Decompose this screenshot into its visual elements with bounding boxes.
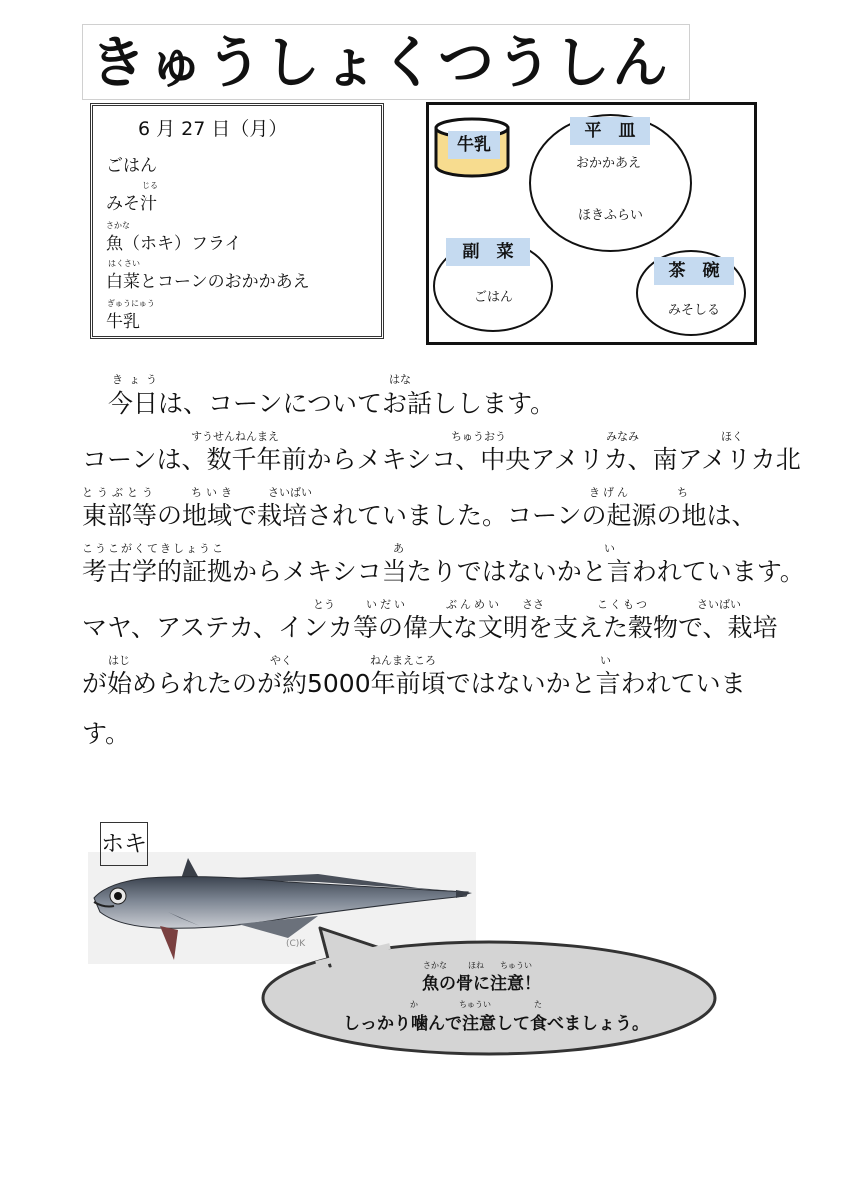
- ruby-yaku: やく: [270, 654, 292, 667]
- ruby-susennenmae: すうせんねんまえ: [191, 430, 279, 443]
- bubble-ruby-hone: ほね: [468, 961, 484, 970]
- fish-watermark: (C)K: [286, 939, 306, 949]
- ruby-a: あ: [393, 542, 404, 555]
- ruby-saibai-1: さいばい: [268, 486, 312, 499]
- ruby-haji: はじ: [108, 654, 130, 667]
- ruby-chuuou: ちゅうおう: [451, 430, 506, 443]
- ruby-chiiki: ちいき: [191, 486, 236, 499]
- menu-ruby-milk: ぎゅうにゅう: [107, 299, 155, 308]
- hoki-label: ホキ: [100, 822, 148, 866]
- menu-ruby-fish: さかな: [106, 221, 130, 230]
- ruby-kokumotsu: こくもつ: [597, 598, 649, 611]
- menu-date: 6 月 27 日（月）: [138, 118, 288, 140]
- ruby-toubutou: とうぶとう: [82, 486, 157, 499]
- menu-ruby-soup: じる: [142, 181, 158, 190]
- bubble-ruby-sakana: さかな: [423, 961, 447, 970]
- milk-label: 牛乳: [448, 131, 500, 159]
- bubble-warning-line-2: しっかり噛んで注意して食べましょう。: [343, 1014, 649, 1034]
- article-line-7: す。: [82, 719, 131, 748]
- ruby-idai: いだい: [366, 598, 408, 611]
- ruby-i-1: い: [604, 542, 615, 555]
- article-line-3: 東部等の地域で栽培されていました。コーンの起源の地は、: [82, 501, 757, 530]
- article-line-2: コーンは、数千年前からメキシコ、中央アメリカ、南アメリカ北: [82, 445, 801, 474]
- ruby-hoku: ほく: [721, 430, 743, 443]
- article-line-4: 考古学的証拠からメキシコ当たりではないかと言われています。: [82, 557, 805, 586]
- main-plate-item-hoki: ほきふらい: [578, 208, 644, 223]
- ruby-nenmaekoro: ねんまえころ: [370, 654, 436, 667]
- bubble-warning-line-1: 魚の骨に注意！: [422, 974, 541, 994]
- page-title: きゅうしょくつうしん: [90, 31, 670, 96]
- article-line-6: が始められたのが約5000年前頃ではないかと言われていま: [82, 669, 746, 698]
- ruby-hana: はな: [389, 373, 411, 386]
- ruby-saibai-2: さいばい: [697, 598, 741, 611]
- ruby-kigen: きげん: [589, 486, 631, 499]
- bubble-ruby-ka: か: [410, 1000, 418, 1009]
- bowl-label: 茶 碗: [654, 257, 734, 285]
- ruby-koukogaku: こうこがくてきしょうこ: [82, 542, 225, 555]
- bowl-item: みそしる: [668, 303, 721, 318]
- ruby-kyou: きょう: [112, 373, 163, 386]
- bubble-ruby-chuui-2: ちゅうい: [459, 1000, 491, 1009]
- menu-item-hoki-fry: 魚（ホキ）フライ: [106, 234, 242, 254]
- menu-item-miso-soup: みそ汁: [106, 194, 157, 214]
- main-plate-label: 平 皿: [570, 117, 650, 145]
- side-dish-item: ごはん: [474, 290, 514, 305]
- menu-ruby-hakusai: はくさい: [108, 259, 140, 268]
- ruby-tou: とう: [313, 598, 335, 611]
- ruby-chi: ち: [677, 486, 688, 499]
- menu-item-rice: ごはん: [106, 156, 157, 176]
- main-plate-item-okaka: おかかあえ: [576, 156, 642, 171]
- ruby-i-2: い: [600, 654, 611, 667]
- menu-item-milk: 牛乳: [106, 312, 140, 332]
- article-line-5: マヤ、アステカ、インカ等の偉大な文明を支えた穀物で、栽培: [82, 613, 778, 642]
- menu-item-hakusai-corn: 白菜とコーンのおかかあえ: [106, 272, 310, 292]
- ruby-minami: みなみ: [606, 430, 639, 443]
- article-line-1: 今日は、コーンについてお話しします。: [108, 389, 556, 418]
- ruby-bunmei: ぶんめい: [446, 598, 502, 611]
- side-dish-label: 副 菜: [446, 238, 530, 266]
- bubble-ruby-chuui-1: ちゅうい: [500, 961, 532, 970]
- ruby-sasa: ささ: [522, 598, 544, 611]
- bubble-ruby-ta: た: [534, 1000, 542, 1009]
